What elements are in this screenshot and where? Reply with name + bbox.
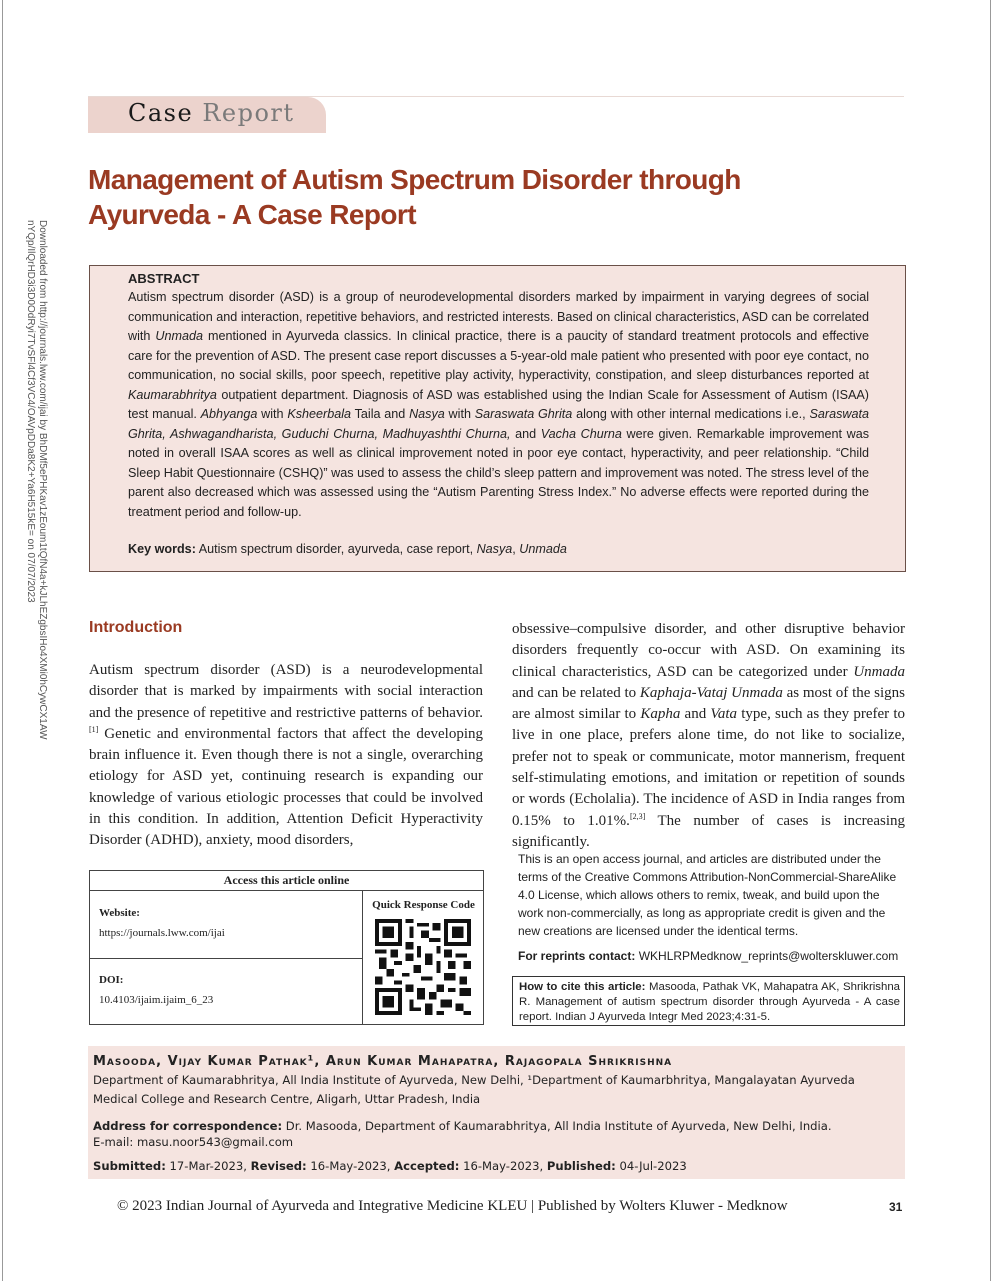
introduction-column-left: Autism spectrum disorder (ASD) is a neurodevelopmental disorder that is marked by impairments with social interaction and the presence of repetitive and restrictive patterns of behavior.[1] Genetic and environmental factors that affect the developing brain influence it. Even though there is not a single, overarching etiology for ASD yet, continuing research is expanding our knowledge of various etiologic processes that could be involved in this condition. In addition, Attention Deficit Hyperactivity Disorder (ADHD), anxiety, mood disorders, xyxy=(89,662,483,849)
download-notice-line2: nYQp/IlQrHD3i3D0OdRyi7TvSFl4Cf3VC4/OAVpDDa8K2+Ya6H515kE= on 07/07/2023 xyxy=(25,220,36,603)
citation-box xyxy=(512,976,905,1026)
publication-dates: Submitted: 17-Mar-2023, Revised: 16-May-2023, Accepted: 16-May-2023, Published: 04-Jul-2023 xyxy=(93,1159,687,1173)
author-info-box xyxy=(88,1046,905,1179)
doi-link[interactable]: 10.4103/ijaim.ijaim_6_23 xyxy=(99,994,214,1006)
access-article-box xyxy=(89,870,484,1025)
article-type-word2: Report xyxy=(202,99,295,127)
article-type-word1: Case xyxy=(128,99,194,127)
website-link[interactable]: https://journals.lww.com/ijai xyxy=(99,927,225,939)
introduction-column-right: obsessive–compulsive disorder, and other disruptive behavior disorders frequently co-occur with ASD. On examining its clinical characteristics, ASD can be categorized under Unmada and can be related to Kaphaja-Vataj Unmada as most of the signs are almost similar to Kapha and Vata type, such as they prefer to live in one place, prefers alone time, do not like to socialize, prefer not to speak or communicate, motor mannerism, frequent self-stimulating emotions, and imitation or repetition of sounds or words (Echolalia). The incidence of ASD in India ranges from 0.15% to 1.01%.[2,3] The number of cases is increasing significantly. xyxy=(512,621,905,850)
introduction-heading: Introduction xyxy=(89,619,183,636)
doi-label: DOI: xyxy=(99,974,124,986)
citation-text: Masooda, Pathak VK, Mahapatra AK, Shrikrishna R. Management of autism spectrum disorder through Ayurveda - A case report. Indian J Ayurveda Integr Med 2023;4:31-5. xyxy=(519,981,901,1023)
article-title: Management of Autism Spectrum Disorder through Ayurveda - A Case Report xyxy=(88,164,741,230)
qr-label: Quick Response Code xyxy=(372,899,475,911)
doi-row xyxy=(90,959,362,1006)
article-type-tag xyxy=(88,97,326,133)
keywords: Key words: Autism spectrum disorder, ayurveda, case report, Nasya, Unmada xyxy=(128,542,567,556)
reprints-email[interactable]: WKHLRPMedknow_reprints@wolterskluwer.com xyxy=(635,949,899,963)
page-number: 31 xyxy=(889,1200,903,1214)
download-notice-line1: Downloaded from http://journals.lww.com/ijai by BhDMf5ePHKav1zEoum1tQfN4a+kJLhEZgbsIHo4XMi0hCywCX1AW xyxy=(37,220,48,740)
license-text: This is an open access journal, and articles are distributed under the terms of the Creative Commons Attribution-NonCommercial-ShareAlike 4.0 License, which allows others to remix, tweak, and build upon the work non-commercially, as long as appropriate credit is given and the new creations are licensed under the identical terms. xyxy=(518,852,897,938)
abstract-box xyxy=(89,265,906,572)
license-notice xyxy=(518,850,908,965)
download-notice xyxy=(25,220,48,740)
abstract-text: Autism spectrum disorder (ASD) is a group of neurodevelopmental disorders marked by impairment in varying degrees of social communication and interaction, repetitive behaviors, and restricted interests. Based on clinical characteristics, ASD can be correlated with Unmada mentioned in Ayurveda classics. In clinical practice, there is a paucity of standard treatment protocols and effective care for the prevention of ASD. The present case report discusses a 5-year-old male patient who presented with poor eye contact, no communication, no social skills, poor speech, repetitive play activity, hyperactivity, constipation, and sleep disturbances reported at Kaumarabhritya outpatient department. Diagnosis of ASD was established using the Indian Scale for Assessment of Autism (ISAA) test manual. Abhyanga with Ksheerbala Taila and Nasya with Saraswata Ghrita along with other internal medications i.e., Saraswata Ghrita, Ashwagandharista, Guduchi Churna, Madhuyashthi Churna, and Vacha Churna were given. Remarkable improvement was noted in overall ISAA scores as well as clinical improvement noted in poor eye contact, hyperactivity, and peer relationship. “Child Sleep Habit Questionnaire (CSHQ)” was used to assess the child’s sleep pattern and improvement was noted. The stress level of the parent also decreased which was assessed using the “Autism Parenting Stress Index.” No adverse effects were reported during the treatment period and follow-up. xyxy=(128,290,870,519)
correspondence: Address for correspondence: Dr. Masooda, Department of Kaumarabhritya, All India Institute of Ayurveda, New Delhi, India. E-mail: masu.noor543@gmail.com xyxy=(93,1119,832,1149)
author-names: Masooda, Vijay Kumar Pathak¹, Arun Kumar Mahapatra, Rajagopala Shrikrishna xyxy=(93,1054,673,1069)
abstract-heading: ABSTRACT xyxy=(128,271,200,286)
qr-code-image[interactable] xyxy=(375,919,471,1015)
reprints-contact: For reprints contact: WKHLRPMedknow_reprints@wolterskluwer.com xyxy=(518,949,899,963)
website-label: Website: xyxy=(99,907,140,919)
citation-label: How to cite this article: xyxy=(519,981,646,993)
access-details xyxy=(90,891,363,1024)
author-affiliation: Department of Kaumarabhritya, All India Institute of Ayurveda, New Delhi, ¹Department of Kaumarbhritya, Mangalayatan Ayurveda Medical College and Research Centre, Aligarh, Uttar Pradesh, India xyxy=(93,1073,855,1106)
access-header: Access this article online xyxy=(90,871,483,891)
correspondence-email[interactable]: E-mail: masu.noor543@gmail.com xyxy=(93,1135,294,1149)
journal-footer: © 2023 Indian Journal of Ayurveda and Integrative Medicine KLEU | Published by Wolters Kluwer - Medknow xyxy=(117,1198,788,1214)
website-row xyxy=(90,891,362,959)
